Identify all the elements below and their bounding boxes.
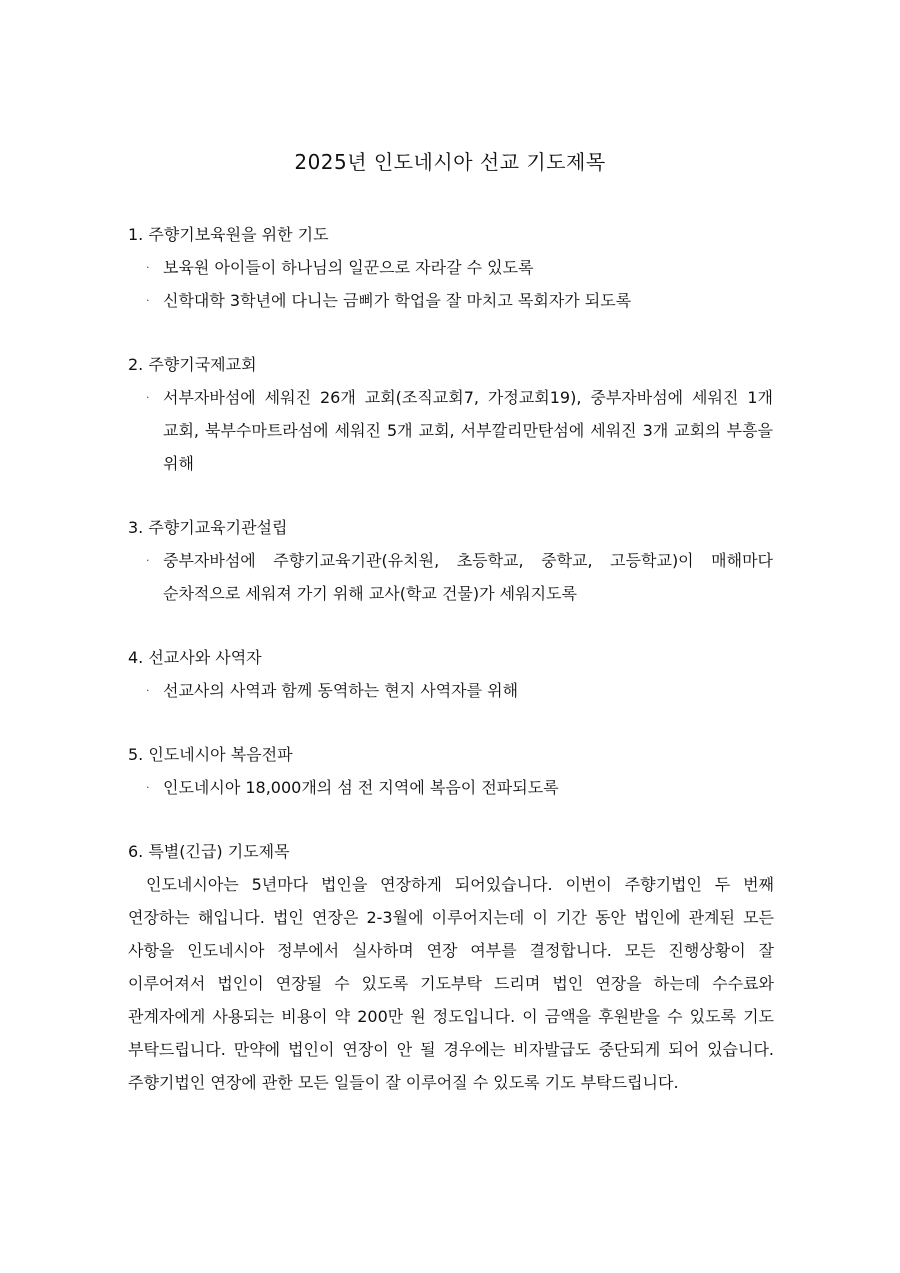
bullet-icon: · xyxy=(146,294,150,307)
list-item xyxy=(128,544,773,610)
bullet-icon: · xyxy=(146,554,150,567)
list-item-text: 서부자바섬에 세워진 26개 교회(조직교회7, 가정교회19), 중부자바섬에 세워진 1개 교회, 북부수마트라섬에 세워진 5개 교회, 서부깔리만탄섬에 세워진 3개 교회의 부흥을 위해 xyxy=(163,388,773,473)
section-evangelism xyxy=(128,738,774,804)
document-title: 2025년 인도네시아 선교 기도제목 xyxy=(294,150,606,174)
list-item xyxy=(128,381,773,480)
section-heading: 2. 주향기국제교회 xyxy=(128,355,257,374)
section-church xyxy=(128,348,774,480)
section-heading: 3. 주향기교육기관설립 xyxy=(128,518,288,537)
list-item-text: 중부자바섬에 주향기교육기관(유치원, 초등학교, 중학교, 고등학교)이 매해마다 순차적으로 세워져 가기 위해 교사(학교 건물)가 세워지도록 xyxy=(163,551,773,603)
bullet-icon: · xyxy=(146,781,150,794)
list-item xyxy=(128,284,774,317)
section-heading: 1. 주향기보육원을 위한 기도 xyxy=(128,225,329,244)
section-heading: 4. 선교사와 사역자 xyxy=(128,648,262,667)
bullet-icon: · xyxy=(146,391,150,404)
list-item-text: 인도네시아 18,000개의 섬 전 지역에 복음이 전파되도록 xyxy=(163,778,559,797)
bullet-icon: · xyxy=(146,261,150,274)
list-item-text: 신학대학 3학년에 다니는 금삐가 학업을 잘 마치고 목회자가 되도록 xyxy=(163,291,632,310)
section-heading: 5. 인도네시아 복음전파 xyxy=(128,745,293,764)
list-item-text: 선교사의 사역과 함께 동역하는 현지 사역자를 위해 xyxy=(163,681,519,700)
special-request-paragraph: 인도네시아는 5년마다 법인을 연장하게 되어있습니다. 이번이 주향기법인 두 번째 연장하는 해입니다. 법인 연장은 2-3월에 이루어지는데 이 기간 동안 법인에 관계된 모든 사항을 인도네시아 정부에서 실사하며 연장 여부를 결정합니다. 모든 진행상황이 잘 이루어져서 법인이 연장될 수 있도록 기도부탁 드리며 법인 연장을 하는데 수수료와 관계자에게 사용되는 비용이 약 200만 원 정도입니다. 이 금액을 후원받을 수 있도록 기도 부탁드립니다. 만약에 법인이 연장이 안 될 경우에는 비자발급도 중단되게 되어 있습니다. 주향기법인 연장에 관한 모든 일들이 잘 이루어질 수 있도록 기도 부탁드립니다. xyxy=(128,875,774,1092)
section-heading: 6. 특별(긴급) 기도제목 xyxy=(128,842,290,861)
section-missionaries xyxy=(128,641,774,707)
list-item-text: 보육원 아이들이 하나님의 일꾼으로 자라갈 수 있도록 xyxy=(163,258,534,277)
section-special xyxy=(128,835,774,1099)
section-orphanage xyxy=(128,218,774,317)
list-item xyxy=(128,674,774,707)
bullet-icon: · xyxy=(146,684,150,697)
list-item xyxy=(128,771,774,804)
section-education xyxy=(128,511,774,610)
prayer-list xyxy=(128,218,774,1130)
list-item xyxy=(128,251,774,284)
